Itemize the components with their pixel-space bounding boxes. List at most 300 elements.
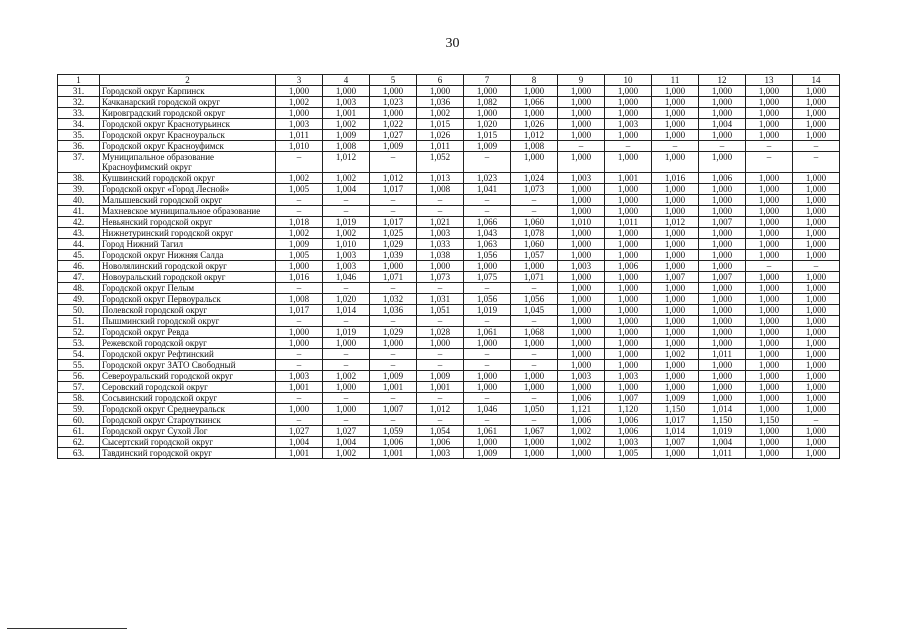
coefficient-cell: 1,004 [699,437,746,448]
coefficient-cell: 1,120 [605,404,652,415]
row-number: 62. [58,437,100,448]
coefficient-cell: 1,004 [323,437,370,448]
row-number: 31. [58,86,100,97]
column-header: 3 [276,75,323,86]
coefficient-cell: 1,015 [464,130,511,141]
coefficient-cell: – [417,316,464,327]
coefficient-cell: 1,009 [276,239,323,250]
coefficient-cell: 1,000 [323,338,370,349]
row-number: 33. [58,108,100,119]
coefficient-cell: 1,009 [323,130,370,141]
coefficient-cell: 1,000 [511,261,558,272]
coefficient-cell: 1,000 [464,382,511,393]
coefficient-cell: 1,000 [699,327,746,338]
table-row [58,108,840,119]
coefficient-cell: 1,007 [699,272,746,283]
coefficient-cell: 1,043 [464,228,511,239]
coefficient-cell: – [276,316,323,327]
coefficient-cell: 1,005 [605,448,652,459]
coefficient-cell: 1,000 [464,338,511,349]
table-row [58,195,840,206]
coefficient-cell: 1,059 [370,426,417,437]
coefficient-cell: – [417,206,464,217]
coefficient-cell: 1,029 [370,239,417,250]
coefficient-cell: 1,000 [699,228,746,239]
coefficient-cell: 1,008 [323,141,370,152]
coefficient-cell: 1,002 [558,437,605,448]
row-number: 42. [58,217,100,228]
coefficient-cell: 1,009 [370,371,417,382]
coefficient-cell: 1,082 [464,97,511,108]
municipality-name: Городской округ Краснотурьинск [100,119,276,130]
coefficient-cell: 1,000 [370,261,417,272]
coefficient-cell: 1,000 [323,404,370,415]
municipality-name: Кировградский городской округ [100,108,276,119]
coefficient-cell: 1,000 [746,426,793,437]
coefficient-cell: 1,000 [511,448,558,459]
coefficient-cell: 1,000 [464,108,511,119]
table-row [58,86,840,97]
coefficient-cell: 1,000 [558,294,605,305]
coefficient-cell: 1,000 [652,305,699,316]
coefficient-cell: 1,000 [558,250,605,261]
coefficient-cell: 1,000 [276,404,323,415]
coefficient-cell: 1,016 [276,272,323,283]
coefficient-cell: 1,008 [417,184,464,195]
coefficient-cell: 1,000 [699,130,746,141]
coefficient-cell: 1,000 [699,86,746,97]
table-row [58,349,840,360]
coefficient-cell: 1,000 [793,86,840,97]
coefficient-cell: – [511,360,558,371]
footnote-divider [7,628,127,629]
coefficient-cell: 1,007 [652,272,699,283]
coefficient-cell: – [276,206,323,217]
municipality-name: Городской округ Красноуральск [100,130,276,141]
coefficient-cell: – [370,415,417,426]
coefficient-cell: 1,056 [511,294,558,305]
coefficient-cell: 1,000 [605,294,652,305]
coefficient-cell: 1,009 [652,393,699,404]
coefficient-cell: 1,000 [746,338,793,349]
table-row [58,217,840,228]
coefficient-cell: 1,024 [511,173,558,184]
coefficient-cell: 1,000 [605,250,652,261]
coefficient-cell: 1,000 [746,393,793,404]
coefficient-cell: 1,056 [464,294,511,305]
municipality-name: Городской округ Пелым [100,283,276,294]
column-header: 12 [699,75,746,86]
coefficient-cell: – [323,206,370,217]
coefficient-cell: 1,000 [464,371,511,382]
coefficient-cell: 1,023 [464,173,511,184]
coefficient-cell: – [370,206,417,217]
coefficient-cell: 1,000 [652,371,699,382]
coefficient-cell: 1,000 [793,173,840,184]
table-row [58,316,840,327]
coefficient-cell: 1,012 [511,130,558,141]
municipality-name: Городской округ «Город Лесной» [100,184,276,195]
coefficient-cell: 1,056 [464,250,511,261]
coefficient-cell: – [370,152,417,173]
coefficient-cell: 1,006 [699,173,746,184]
coefficient-cell: 1,000 [652,382,699,393]
coefficient-cell: 1,008 [276,294,323,305]
coefficient-cell: 1,006 [605,261,652,272]
coefficient-cell: – [464,393,511,404]
row-number: 63. [58,448,100,459]
coefficient-cell: 1,000 [370,108,417,119]
coefficient-cell: 1,000 [699,338,746,349]
coefficient-cell: 1,000 [652,152,699,173]
coefficients-table [57,74,840,459]
coefficient-cell: 1,000 [699,184,746,195]
coefficient-cell: 1,000 [746,305,793,316]
coefficient-cell: – [323,349,370,360]
coefficient-cell: 1,046 [464,404,511,415]
coefficient-cell: 1,000 [276,261,323,272]
coefficient-cell: 1,150 [699,415,746,426]
coefficient-cell: 1,020 [464,119,511,130]
coefficient-cell: 1,000 [746,294,793,305]
coefficient-cell: 1,000 [276,338,323,349]
row-number: 32. [58,97,100,108]
coefficient-cell: 1,003 [323,261,370,272]
coefficient-cell: 1,000 [699,393,746,404]
coefficient-cell: – [370,393,417,404]
coefficient-cell: 1,000 [558,228,605,239]
coefficient-cell: 1,000 [746,316,793,327]
coefficient-cell: 1,000 [558,108,605,119]
municipality-name: Полевской городской округ [100,305,276,316]
page-number: 30 [445,36,460,51]
coefficient-cell: – [417,415,464,426]
table-row [58,327,840,338]
coefficient-cell: 1,000 [464,261,511,272]
coefficient-cell: 1,006 [605,426,652,437]
coefficient-cell: – [464,360,511,371]
coefficient-cell: 1,121 [558,404,605,415]
coefficient-cell: 1,000 [558,130,605,141]
table-row [58,360,840,371]
coefficient-cell: 1,000 [746,206,793,217]
coefficient-cell: 1,002 [323,173,370,184]
coefficient-cell: 1,000 [793,448,840,459]
coefficient-cell: 1,000 [464,437,511,448]
coefficient-cell: 1,000 [793,393,840,404]
coefficient-cell: 1,001 [323,108,370,119]
coefficient-cell: 1,003 [605,437,652,448]
row-number: 41. [58,206,100,217]
coefficient-cell: 1,068 [511,327,558,338]
header-row [58,75,840,86]
coefficient-cell: 1,000 [699,382,746,393]
column-header: 2 [100,75,276,86]
coefficient-cell: – [558,141,605,152]
coefficient-cell: – [417,195,464,206]
coefficient-cell: 1,000 [558,152,605,173]
coefficient-cell: 1,000 [699,305,746,316]
municipality-name: Город Нижний Тагил [100,239,276,250]
coefficient-cell: 1,000 [699,152,746,173]
coefficient-cell: 1,000 [558,316,605,327]
coefficient-cell: 1,000 [605,316,652,327]
column-header: 13 [746,75,793,86]
coefficient-cell: 1,003 [558,173,605,184]
coefficient-cell: – [370,283,417,294]
coefficient-cell: 1,050 [511,404,558,415]
coefficient-cell: – [370,360,417,371]
column-header: 8 [511,75,558,86]
municipality-name: Качканарский городской округ [100,97,276,108]
table-row [58,448,840,459]
coefficient-cell: 1,000 [793,119,840,130]
coefficient-cell: 1,063 [464,239,511,250]
municipality-name: Режевской городской округ [100,338,276,349]
coefficient-cell: 1,000 [605,206,652,217]
coefficient-cell: 1,000 [558,338,605,349]
coefficient-cell: 1,000 [605,184,652,195]
table-row [58,415,840,426]
row-number: 43. [58,228,100,239]
coefficient-cell: 1,000 [746,217,793,228]
row-number: 59. [58,404,100,415]
coefficient-cell: 1,003 [323,97,370,108]
coefficient-cell: 1,000 [793,327,840,338]
coefficient-cell: 1,002 [276,228,323,239]
coefficient-cell: 1,000 [793,382,840,393]
coefficient-cell: 1,000 [652,195,699,206]
coefficient-cell: 1,071 [511,272,558,283]
coefficient-cell: 1,000 [558,360,605,371]
coefficient-cell: 1,022 [370,119,417,130]
coefficient-cell: – [276,152,323,173]
coefficient-cell: 1,009 [417,371,464,382]
coefficient-cell: 1,000 [652,261,699,272]
municipality-name: Кушвинский городской округ [100,173,276,184]
coefficient-cell: 1,002 [323,371,370,382]
coefficient-cell: 1,002 [323,448,370,459]
coefficient-cell: 1,026 [511,119,558,130]
table-row [58,141,840,152]
column-header: 6 [417,75,464,86]
row-number: 53. [58,338,100,349]
table-row [58,228,840,239]
municipality-name: Сосьвинский городской округ [100,393,276,404]
coefficient-cell: 1,000 [746,327,793,338]
column-header: 9 [558,75,605,86]
coefficient-cell: 1,023 [370,97,417,108]
coefficient-cell: 1,000 [323,382,370,393]
coefficient-cell: 1,005 [276,184,323,195]
coefficient-cell: – [793,261,840,272]
coefficient-cell: – [417,360,464,371]
coefficient-cell: 1,011 [417,141,464,152]
coefficient-cell: – [511,195,558,206]
row-number: 36. [58,141,100,152]
coefficient-cell: 1,000 [558,283,605,294]
coefficient-cell: 1,000 [370,86,417,97]
coefficient-cell: 1,000 [511,152,558,173]
table-row [58,119,840,130]
coefficient-cell: 1,000 [746,130,793,141]
municipality-name: Городской округ Нижняя Салда [100,250,276,261]
municipality-name: Городской округ Красноуфимск [100,141,276,152]
row-number: 54. [58,349,100,360]
coefficient-cell: 1,029 [370,327,417,338]
coefficient-cell: 1,003 [323,250,370,261]
coefficient-cell: 1,000 [699,360,746,371]
table-row [58,130,840,141]
coefficient-cell: 1,000 [605,305,652,316]
coefficient-cell: 1,000 [793,184,840,195]
coefficient-cell: – [370,349,417,360]
coefficient-cell: 1,060 [511,217,558,228]
coefficient-cell: 1,000 [323,86,370,97]
coefficient-cell: 1,000 [746,371,793,382]
coefficient-cell: 1,005 [276,250,323,261]
coefficient-cell: 1,017 [276,305,323,316]
coefficient-cell: 1,000 [511,338,558,349]
coefficient-cell: 1,000 [605,338,652,349]
coefficient-cell: 1,000 [793,349,840,360]
table-row [58,250,840,261]
row-number: 40. [58,195,100,206]
coefficient-cell: 1,000 [652,184,699,195]
column-header: 10 [605,75,652,86]
coefficient-cell: 1,006 [558,393,605,404]
row-number: 47. [58,272,100,283]
coefficient-cell: 1,019 [464,305,511,316]
coefficient-cell: 1,000 [276,86,323,97]
coefficient-cell: 1,000 [746,437,793,448]
municipality-name: Городской округ Сухой Лог [100,426,276,437]
coefficient-cell: 1,000 [793,360,840,371]
coefficient-cell: 1,001 [276,448,323,459]
coefficient-cell: 1,000 [605,349,652,360]
coefficient-cell: – [511,283,558,294]
coefficient-cell: 1,150 [652,404,699,415]
coefficient-cell: 1,000 [605,272,652,283]
coefficient-cell: 1,017 [370,217,417,228]
coefficient-cell: – [276,195,323,206]
coefficient-cell: – [605,141,652,152]
coefficient-cell: 1,045 [511,305,558,316]
column-header: 11 [652,75,699,86]
coefficient-cell: 1,000 [558,327,605,338]
municipality-name: Малышевский городской округ [100,195,276,206]
table-row [58,206,840,217]
coefficient-cell: – [276,393,323,404]
coefficient-cell: 1,018 [276,217,323,228]
coefficient-cell: 1,000 [276,327,323,338]
coefficient-cell: – [417,393,464,404]
coefficient-cell: 1,003 [276,119,323,130]
coefficient-cell: 1,000 [558,305,605,316]
coefficient-cell: 1,038 [417,250,464,261]
coefficient-cell: 1,000 [793,250,840,261]
row-number: 39. [58,184,100,195]
coefficient-cell: 1,073 [417,272,464,283]
coefficient-cell: 1,002 [323,228,370,239]
municipality-name: Махневское муниципальное образование [100,206,276,217]
municipality-name: Городской округ Ревда [100,327,276,338]
coefficient-cell: 1,025 [370,228,417,239]
coefficient-cell: – [370,195,417,206]
coefficient-cell: 1,000 [746,404,793,415]
coefficient-cell: – [511,349,558,360]
coefficient-cell: 1,009 [464,141,511,152]
coefficient-cell: 1,000 [417,261,464,272]
coefficient-cell: 1,027 [370,130,417,141]
column-header: 5 [370,75,417,86]
coefficient-cell: 1,000 [793,108,840,119]
coefficient-cell: 1,000 [746,239,793,250]
coefficient-cell: 1,007 [699,217,746,228]
coefficient-cell: 1,001 [370,382,417,393]
coefficient-cell: 1,000 [699,206,746,217]
coefficient-cell: 1,000 [417,86,464,97]
coefficient-cell: 1,002 [558,426,605,437]
row-number: 49. [58,294,100,305]
table-row [58,294,840,305]
coefficient-cell: – [323,393,370,404]
coefficient-cell: 1,019 [699,426,746,437]
coefficient-cell: 1,017 [652,415,699,426]
coefficient-cell: 1,000 [605,97,652,108]
coefficient-cell: 1,017 [370,184,417,195]
coefficient-cell: – [276,283,323,294]
table-row [58,305,840,316]
coefficient-cell: 1,000 [746,184,793,195]
coefficient-cell: 1,011 [276,130,323,141]
coefficient-cell: 1,000 [652,239,699,250]
coefficient-cell: 1,021 [417,217,464,228]
row-number: 37. [58,152,100,173]
coefficient-cell: 1,000 [558,195,605,206]
coefficient-cell: 1,000 [746,272,793,283]
coefficient-cell: 1,000 [652,360,699,371]
coefficient-cell: 1,000 [746,86,793,97]
municipality-name: Невьянский городской округ [100,217,276,228]
coefficient-cell: 1,000 [652,338,699,349]
coefficient-cell: 1,000 [699,108,746,119]
coefficient-cell: 1,000 [511,437,558,448]
coefficient-cell: 1,000 [793,97,840,108]
coefficient-cell: 1,000 [793,305,840,316]
coefficient-cell: 1,000 [652,86,699,97]
coefficient-cell: 1,066 [464,217,511,228]
table-row [58,437,840,448]
coefficient-cell: 1,012 [652,217,699,228]
coefficient-cell: 1,000 [793,316,840,327]
municipality-name: Муниципальное образование Красноуфимский округ [100,152,276,173]
coefficient-cell: 1,004 [699,119,746,130]
coefficient-cell: 1,000 [746,283,793,294]
coefficient-cell: 1,011 [699,448,746,459]
column-header: 7 [464,75,511,86]
coefficient-cell: 1,014 [652,426,699,437]
coefficient-cell: – [464,283,511,294]
table-row [58,152,840,173]
coefficient-cell: – [464,415,511,426]
coefficient-cell: 1,001 [417,382,464,393]
coefficient-cell: – [511,393,558,404]
coefficient-cell: 1,000 [793,404,840,415]
coefficient-cell: 1,000 [746,228,793,239]
table-row [58,426,840,437]
coefficient-cell: 1,000 [652,108,699,119]
